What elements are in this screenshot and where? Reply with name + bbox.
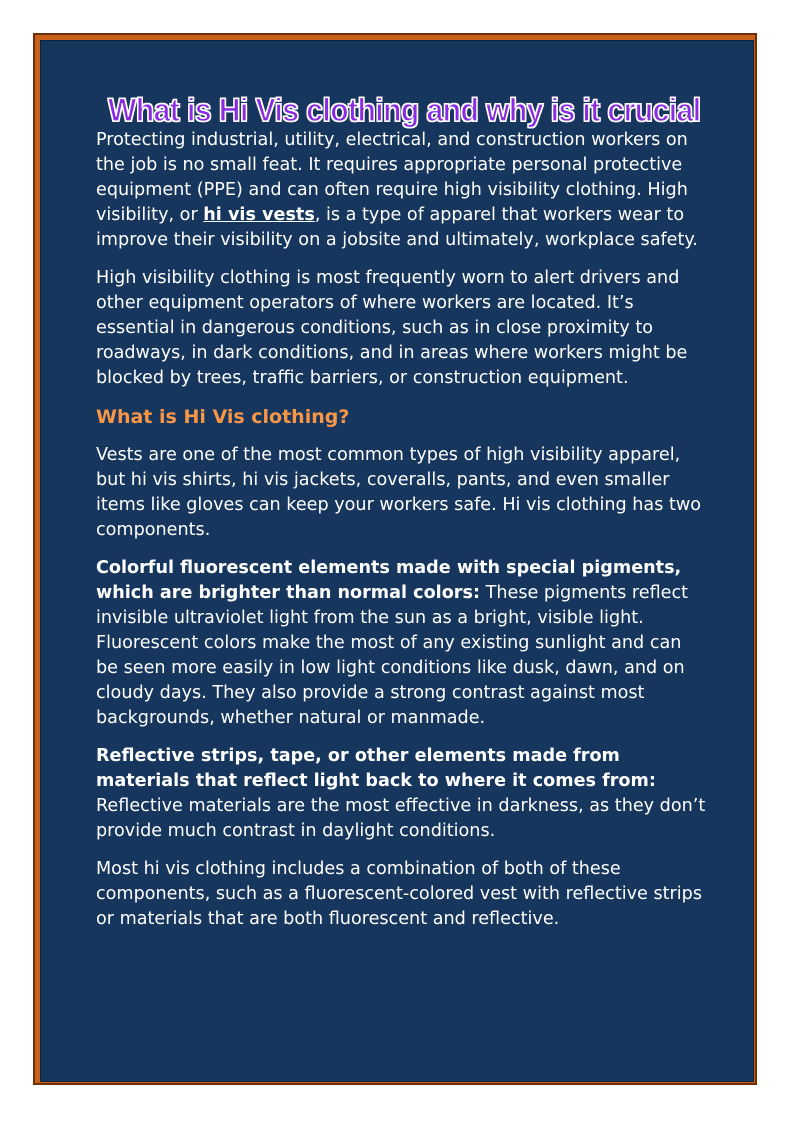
fluorescent-component-paragraph: [96, 556, 706, 731]
reflective-component-paragraph: [96, 744, 706, 844]
combination-paragraph: Most hi vis clothing includes a combination of both of these components, such as a fluorescent-colored vest with reflective strips or materials that are both fluorescent and reflective.: [96, 859, 702, 929]
reflective-component-lead: Reflective strips, tape, or other elements made from materials that reflect light back to where it comes from:: [96, 746, 656, 791]
article-content: [96, 88, 706, 945]
visibility-paragraph: High visibility clothing is most frequently worn to alert drivers and other equipment operators of where workers are located. It’s essential in dangerous conditions, such as in close proximity to roadways, in dark conditions, and in areas where workers might be blocked by trees, traffic barriers, or construction equipment.: [96, 268, 688, 388]
reflective-component-text: Reflective materials are the most effective in darkness, as they don’t provide much contrast in daylight conditions.: [96, 796, 706, 841]
fluorescent-component-text: These pigments reflect invisible ultraviolet light from the sun as a bright, visible light. Fluorescent colors make the most of any existing sunlight and can be seen more easily in low light conditions like dusk, dawn, and on cloudy days. They also provide a strong contrast against most backgrounds, whether natural or manmade.: [96, 583, 689, 728]
intro-text-before-link: Protecting industrial, utility, electrical, and construction workers on the job is no small feat. It requires appropriate personal protective equipment (PPE) and can often require high visibility clothing. High visibility, or: [96, 130, 688, 225]
hi-vis-vests-link[interactable]: hi vis vests: [203, 205, 315, 225]
intro-text-after-link: , is a type of apparel that workers wear to improve their visibility on a jobsite and ultimately, workplace safety.: [96, 205, 698, 250]
intro-paragraph: [96, 128, 706, 253]
page-title: What is Hi Vis clothing and why is it crucial: [108, 92, 701, 128]
fluorescent-component-lead: Colorful fluorescent elements made with special pigments, which are brighter than normal colors:: [96, 558, 682, 603]
apparel-types-paragraph: Vests are one of the most common types of high visibility apparel, but hi vis shirts, hi vis jackets, coveralls, pants, and even smaller items like gloves can keep your workers safe. Hi vis clothing has two components.: [96, 445, 701, 540]
section-heading: What is Hi Vis clothing?: [96, 406, 350, 428]
